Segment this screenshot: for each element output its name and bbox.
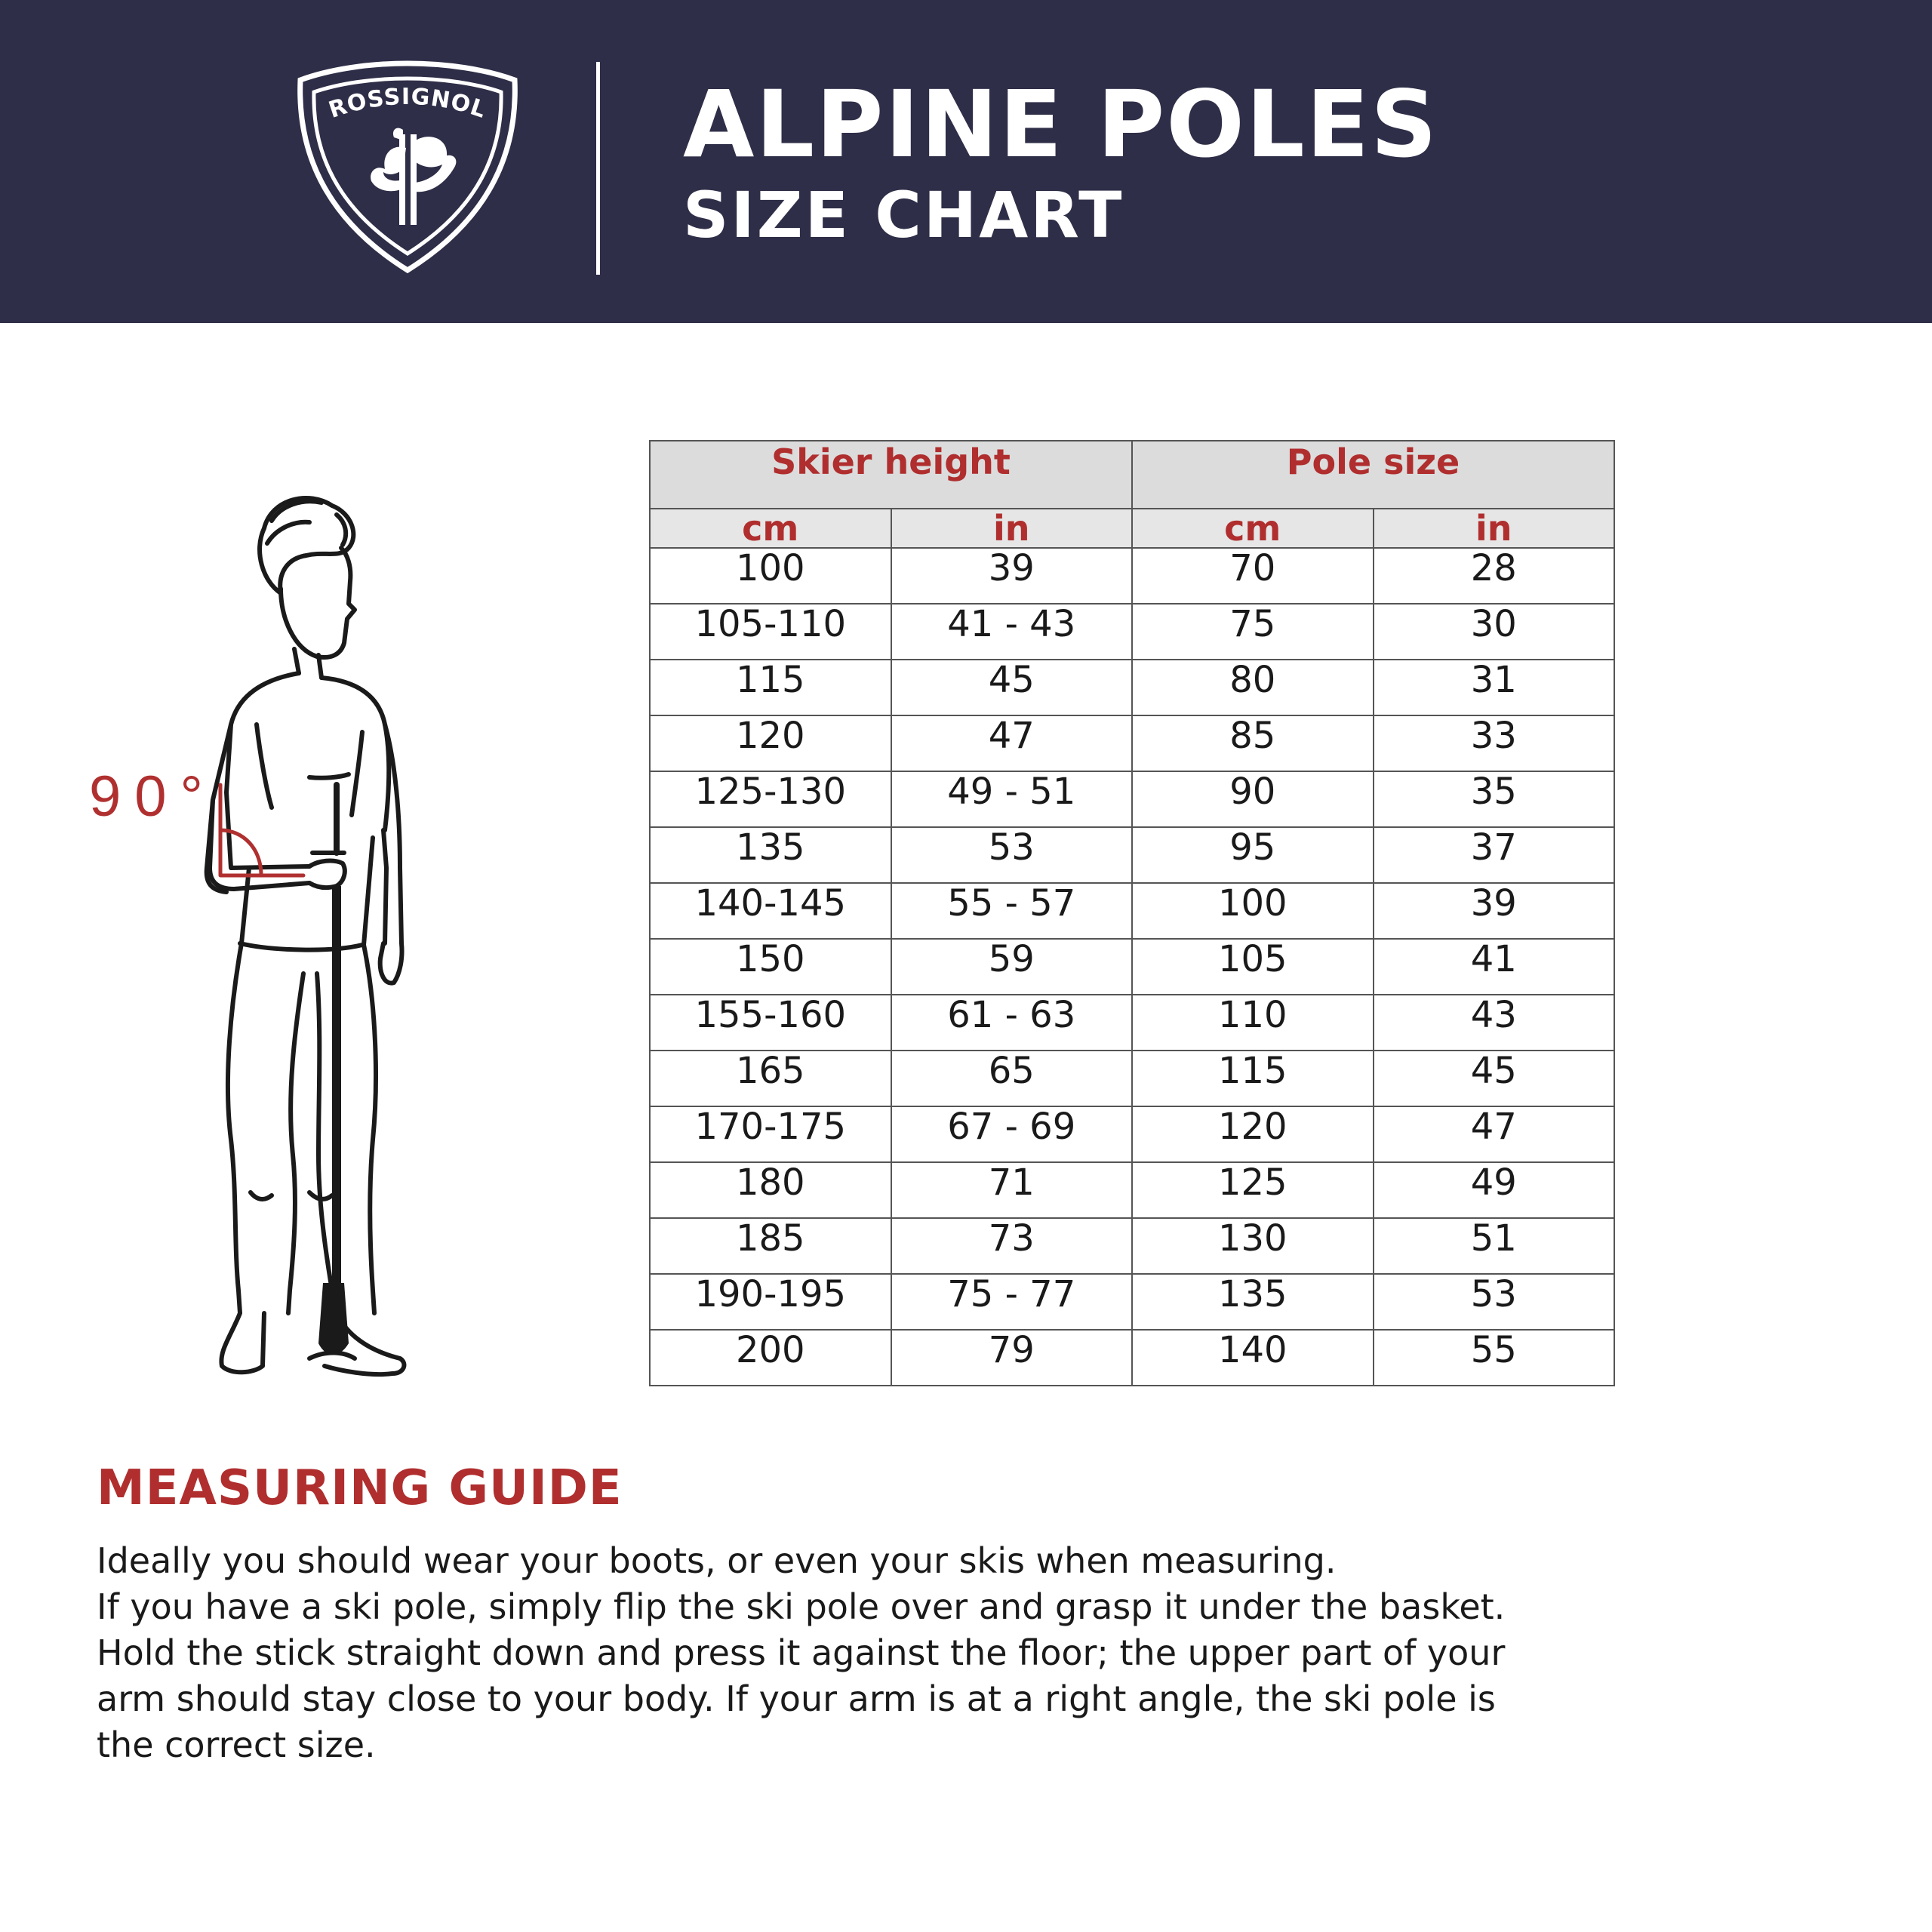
table-row [650,1274,1614,1330]
table-cell: 41 - 43 [891,604,1133,660]
page-subtitle: SIZE CHART [683,178,1124,252]
table-cell: 120 [650,715,891,771]
table-cell: 61 - 63 [891,995,1133,1051]
guide-line: arm should stay close to your body. If your arm is at a right angle, the ski pole is [97,1678,1496,1719]
angle-label: 90° [89,764,217,829]
table-cell: 51 [1374,1218,1615,1274]
table-cell: 39 [891,548,1133,604]
guide-line: If you have a ski pole, simply flip the ski pole over and grasp it under the basket. [97,1586,1506,1627]
table-row [650,995,1614,1051]
skier-height-header: Skier height [650,441,1132,509]
table-cell: 75 - 77 [891,1274,1133,1330]
table-cell: 105 [1132,939,1374,995]
table-cell: 75 [1132,604,1374,660]
table-cell: 30 [1374,604,1615,660]
table-cell: 90 [1132,771,1374,827]
table-cell: 55 [1374,1330,1615,1386]
table-cell: 55 - 57 [891,883,1133,939]
table-cell: 65 [891,1051,1133,1106]
table-row [650,1106,1614,1162]
unit-header-pole-in: in [1374,509,1615,548]
measuring-guide-text [97,1538,1757,1768]
table-row [650,827,1614,883]
table-cell: 150 [650,939,891,995]
group-header-row [650,441,1614,509]
table-cell: 140 [1132,1330,1374,1386]
table-row [650,939,1614,995]
table-cell: 140-145 [650,883,891,939]
table-cell: 33 [1374,715,1615,771]
svg-text:ROSSIGNOL: ROSSIGNOL [325,83,490,125]
table-cell: 45 [1374,1051,1615,1106]
unit-header-pole-cm: cm [1132,509,1374,548]
table-cell: 59 [891,939,1133,995]
guide-line: Hold the stick straight down and press it against the floor; the upper part of your [97,1632,1506,1673]
table-cell: 95 [1132,827,1374,883]
table-cell: 115 [1132,1051,1374,1106]
table-cell: 105-110 [650,604,891,660]
header-banner [0,0,1932,323]
table-cell: 200 [650,1330,891,1386]
table-cell: 31 [1374,660,1615,715]
rossignol-logo-icon [293,59,522,275]
table-cell: 39 [1374,883,1615,939]
guide-line: Ideally you should wear your boots, or even your skis when measuring. [97,1540,1337,1581]
table-cell: 120 [1132,1106,1374,1162]
table-cell: 37 [1374,827,1615,883]
measuring-guide-title: MEASURING GUIDE [97,1460,623,1516]
table-cell: 28 [1374,548,1615,604]
table-cell: 185 [650,1218,891,1274]
table-cell: 100 [1132,883,1374,939]
table-cell: 53 [891,827,1133,883]
table-cell: 73 [891,1218,1133,1274]
table-cell: 125 [1132,1162,1374,1218]
table-cell: 80 [1132,660,1374,715]
table-cell: 67 - 69 [891,1106,1133,1162]
unit-header-skier-cm: cm [650,509,891,548]
table-row [650,1330,1614,1386]
table-row [650,660,1614,715]
table-cell: 35 [1374,771,1615,827]
table-cell: 49 - 51 [891,771,1133,827]
table-cell: 43 [1374,995,1615,1051]
table-row [650,548,1614,604]
table-cell: 71 [891,1162,1133,1218]
table-row [650,715,1614,771]
table-cell: 47 [1374,1106,1615,1162]
table-cell: 53 [1374,1274,1615,1330]
table-cell: 70 [1132,548,1374,604]
pole-size-header: Pole size [1132,441,1614,509]
unit-header-skier-in: in [891,509,1133,548]
table-cell: 135 [650,827,891,883]
table-cell: 165 [650,1051,891,1106]
table-cell: 79 [891,1330,1133,1386]
table-cell: 135 [1132,1274,1374,1330]
table-cell: 155-160 [650,995,891,1051]
table-cell: 125-130 [650,771,891,827]
table-row [650,1218,1614,1274]
page-title: ALPINE POLES [683,71,1438,178]
table-cell: 47 [891,715,1133,771]
table-row [650,604,1614,660]
table-cell: 130 [1132,1218,1374,1274]
table-cell: 45 [891,660,1133,715]
table-row [650,771,1614,827]
table-row [650,883,1614,939]
table-cell: 110 [1132,995,1374,1051]
header-divider [596,62,600,275]
size-chart-table [649,440,1615,1386]
table-row [650,1162,1614,1218]
table-cell: 85 [1132,715,1374,771]
unit-header-row [650,509,1614,548]
table-cell: 49 [1374,1162,1615,1218]
guide-line: the correct size. [97,1724,376,1765]
table-cell: 100 [650,548,891,604]
table-cell: 115 [650,660,891,715]
table-cell: 41 [1374,939,1615,995]
table-row [650,1051,1614,1106]
table-cell: 170-175 [650,1106,891,1162]
table-cell: 190-195 [650,1274,891,1330]
table-cell: 180 [650,1162,891,1218]
skier-measuring-illustration [83,475,566,1419]
